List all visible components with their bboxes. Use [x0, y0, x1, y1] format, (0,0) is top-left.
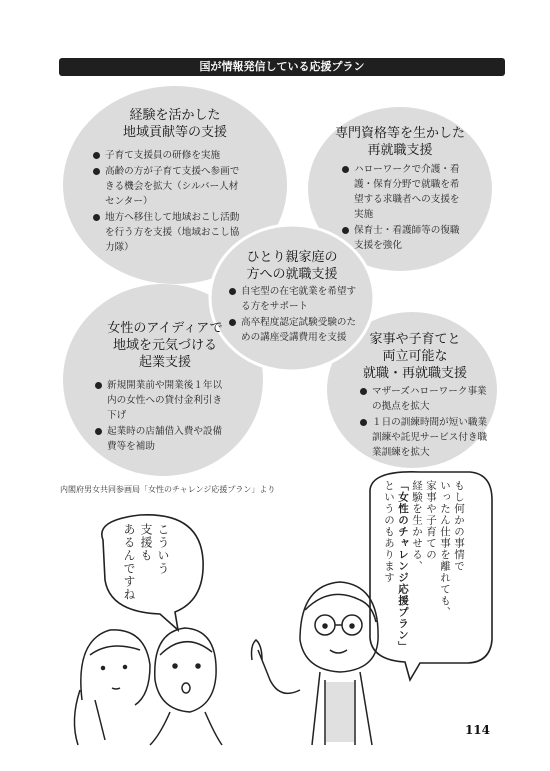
shirt-pattern — [326, 682, 354, 742]
circle5-title: 家事や子育てと 両立可能な 就職・再就職支援 — [362, 332, 467, 381]
speech-left-text: こういう 支援も あるんですね — [122, 523, 170, 601]
list-item: 起業時の店舗借入費や設備費等を補助 — [95, 424, 223, 454]
woman-middle-figure — [150, 628, 222, 745]
page-number: 114 — [464, 723, 490, 737]
list-item: マザーズハローワーク事業の拠点を拡大 — [360, 384, 488, 414]
circle1-title: 経験を活かした 地域貢献等の支援 — [122, 108, 227, 140]
circle2-title: 専門資格等を生かした 再就職支援 — [334, 126, 465, 158]
woman-left-figure — [74, 630, 150, 745]
list-item: 地方へ移住して地域おこし活動を行う方を支援（地域おこし協力隊） — [93, 210, 243, 255]
list-item: ハローワークで介護・看護・保育分野で就職を希望する求職者への支援を実施 — [342, 162, 464, 222]
section-header: 国が情報発信している応援プラン — [59, 58, 505, 76]
list-item: １日の訓練時間が短い職業訓練や託児サービス付き職業訓練を拡大 — [360, 415, 488, 460]
list-item: 高齢の方が子育て支援へ参画できる機会を拡大（シルバー人材センター） — [93, 164, 243, 209]
list-item: 保育士・看護師等の復職支援を強化 — [342, 223, 464, 253]
list-item: 新規開業前や開業後１年以内の女性への貸付金利引き下げ — [95, 378, 223, 423]
list-item: 高卒程度認定試験受験のための講座受講費用を支援 — [229, 315, 357, 345]
source-note: 内閣府男女共同参画局「女性のチャレンジ応援プラン」より — [60, 485, 276, 494]
speech-right-text: もし何かの事情で いったん仕事を離れても、 家事や子育ての 経験を生かせる、 「女性のチャレンジ応援プラン」 というのもあります — [383, 480, 465, 653]
circle4-title: 女性のアイディアで 地域を元気づける 起業支援 — [107, 321, 223, 370]
list-item: 自宅型の在宅就業を希望する方をサポート — [229, 284, 357, 314]
list-item: 子育て支援員の研修を実施 — [93, 148, 243, 163]
woman-presenter-figure — [252, 582, 379, 745]
circle3-title: ひとり親家庭の 方への就職支援 — [246, 250, 338, 282]
